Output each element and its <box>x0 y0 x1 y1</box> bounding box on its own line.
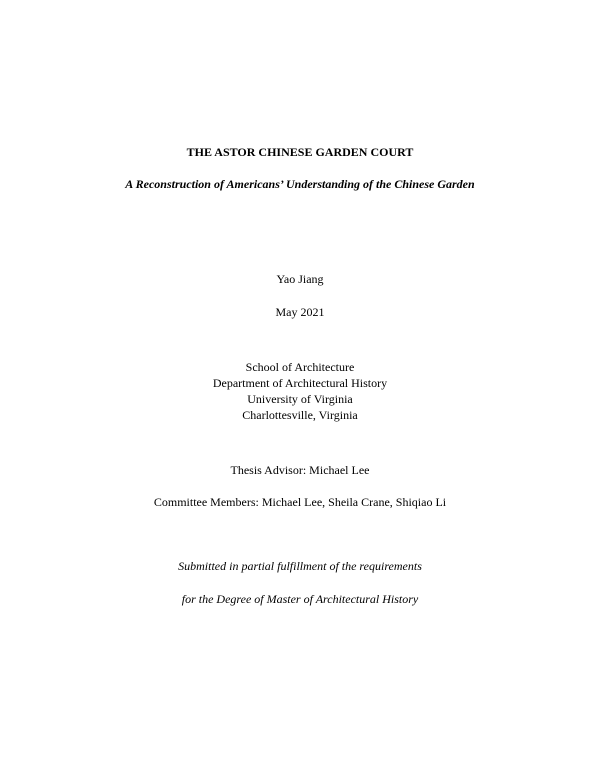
submission-line-2: for the Degree of Master of Architectural History <box>181 592 419 606</box>
thesis-title: THE ASTOR CHINESE GARDEN COURT <box>186 145 414 159</box>
committee-members: Committee Members: Michael Lee, Sheila Crane, Shiqiao Li <box>153 495 447 509</box>
affiliation-location: Charlottesville, Virginia <box>242 408 358 422</box>
submission-date: May 2021 <box>275 305 325 319</box>
submission-line-1: Submitted in partial fulfillment of the requirements <box>178 559 422 573</box>
thesis-advisor: Thesis Advisor: Michael Lee <box>230 463 370 477</box>
affiliation-university: University of Virginia <box>247 392 353 406</box>
thesis-subtitle: A Reconstruction of Americans’ Understanding of the Chinese Garden <box>125 177 475 191</box>
affiliation-school: School of Architecture <box>245 360 355 374</box>
affiliation-department: Department of Architectural History <box>212 376 388 390</box>
author-name: Yao Jiang <box>276 272 324 286</box>
